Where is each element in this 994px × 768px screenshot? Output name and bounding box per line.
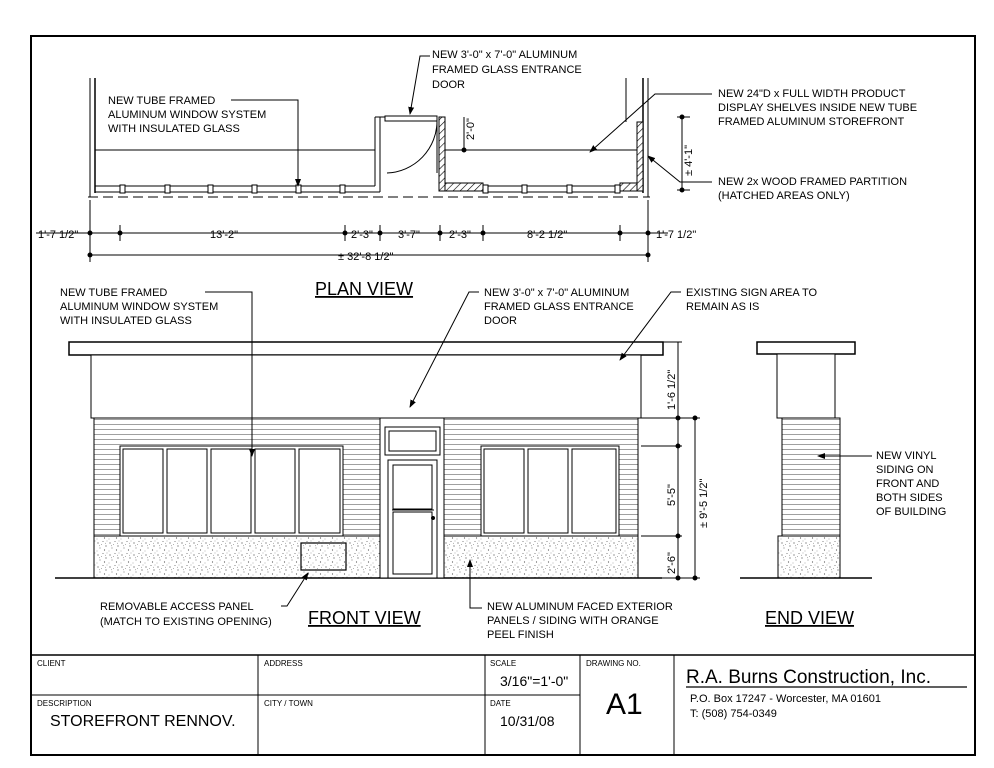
plan-door-note-3: DOOR <box>432 79 465 91</box>
scale-value: 3/16"=1'-0" <box>500 673 569 689</box>
plan-notes <box>38 49 917 299</box>
plan-shelves-note-2: DISPLAY SHELVES INSIDE NEW TUBE <box>718 102 918 114</box>
client-label: CLIENT <box>37 659 66 668</box>
plan-dim-return-right: 2'-3" <box>449 229 471 241</box>
date-value: 10/31/08 <box>500 713 555 729</box>
end-siding-note-2: SIDING ON <box>876 464 934 476</box>
front-panels-note-1: NEW ALUMINUM FACED EXTERIOR <box>487 601 673 613</box>
scale-label: SCALE <box>490 659 517 668</box>
description-value: STOREFRONT RENNOV. <box>50 713 236 730</box>
plan-dim-left: 1'-7 1/2" <box>38 229 79 241</box>
plan-window-note-1: NEW TUBE FRAMED <box>108 95 216 107</box>
front-dim-total: ± 9'-5 1/2" <box>698 478 710 528</box>
front-dim-window: 5'-5" <box>666 484 678 506</box>
plan-dim-door: 3'-7" <box>398 229 420 241</box>
address-label: ADDRESS <box>264 659 303 668</box>
front-door-note-1: NEW 3'-0" x 7'-0" ALUMINUM <box>484 287 630 299</box>
company-name: R.A. Burns Construction, Inc. <box>686 667 931 688</box>
drawing-no-label: DRAWING NO. <box>586 659 641 668</box>
front-dim-sign: 1'-6 1/2" <box>666 369 678 410</box>
date-label: DATE <box>490 699 511 708</box>
front-door-note-2: FRAMED GLASS ENTRANCE <box>484 301 634 313</box>
front-panels-note-2: PANELS / SIDING WITH ORANGE <box>487 615 659 627</box>
front-access-note-1: REMOVABLE ACCESS PANEL <box>100 601 254 613</box>
end-siding-note-3: FRONT AND <box>876 478 940 490</box>
company-phone: T: (508) 754-0349 <box>690 708 777 720</box>
plan-door-note-1: NEW 3'-0" x 7'-0" ALUMINUM <box>432 49 578 61</box>
plan-shelves-note-1: NEW 24"D x FULL WIDTH PRODUCT <box>718 88 906 100</box>
front-dim-base: 2'-6" <box>666 552 678 574</box>
plan-dim-total: ± 32'-8 1/2" <box>338 251 394 263</box>
plan-dim-depth: ± 4'-1" <box>683 145 695 176</box>
end-siding-note-4: BOTH SIDES <box>876 492 943 504</box>
plan-dim-return-left: 2'-3" <box>351 229 373 241</box>
end-view-title: END VIEW <box>765 608 855 628</box>
plan-shelves-note-3: FRAMED ALUMINUM STOREFRONT <box>718 116 905 128</box>
front-sign-note-2: REMAIN AS IS <box>686 301 760 313</box>
plan-window-note-3: WITH INSULATED GLASS <box>108 123 240 135</box>
plan-view-title: PLAN VIEW <box>315 279 414 299</box>
plan-partition-note-1: NEW 2x WOOD FRAMED PARTITION <box>718 176 908 188</box>
front-view <box>55 292 700 608</box>
plan-view <box>36 56 712 262</box>
end-view <box>740 342 872 578</box>
front-access-note-2: (MATCH TO EXISTING OPENING) <box>100 616 272 628</box>
front-panels-note-3: PEEL FINISH <box>487 629 554 641</box>
plan-dim-right-window: 8'-2 1/2" <box>527 229 568 241</box>
plan-dim-depth-small: 2'-0" <box>465 118 477 140</box>
front-sign-note-1: EXISTING SIGN AREA TO <box>686 287 818 299</box>
plan-dim-window: 13'-2" <box>210 229 239 241</box>
front-view-title: FRONT VIEW <box>308 608 421 628</box>
city-label: CITY / TOWN <box>264 699 313 708</box>
description-label: DESCRIPTION <box>37 699 92 708</box>
front-window-note-3: WITH INSULATED GLASS <box>60 315 192 327</box>
front-window-note-1: NEW TUBE FRAMED <box>60 287 168 299</box>
drawing-number: A1 <box>606 688 643 721</box>
end-siding-note-5: OF BUILDING <box>876 506 947 518</box>
company-address: P.O. Box 17247 - Worcester, MA 01601 <box>690 693 881 705</box>
end-siding-note-1: NEW VINYL <box>876 450 937 462</box>
front-door-note-3: DOOR <box>484 315 517 327</box>
plan-partition-note-2: (HATCHED AREAS ONLY) <box>718 190 850 202</box>
plan-window-note-2: ALUMINUM WINDOW SYSTEM <box>108 109 267 121</box>
front-window-note-2: ALUMINUM WINDOW SYSTEM <box>60 301 219 313</box>
plan-door-note-2: FRAMED GLASS ENTRANCE <box>432 64 582 76</box>
plan-dim-right: 1'-7 1/2" <box>656 229 697 241</box>
